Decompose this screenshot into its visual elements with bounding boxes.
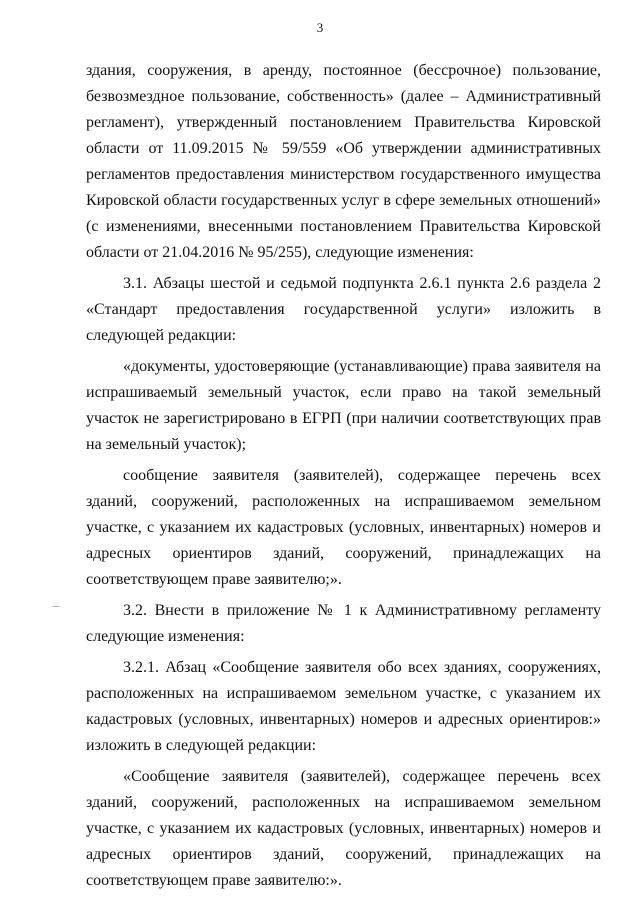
paragraph-3-2: 3.2. Внести в приложение № 1 к Административному регламенту следующие изменения: <box>86 602 601 645</box>
page-number: 3 <box>316 20 324 35</box>
paragraph-regulation-reference: здания, сооружения, в аренду, постоянное (бессрочное) пользование, безвозмездное пользование, собственность» (далее – Административный регламент), утвержденный постановлением Правительства Кировской области от 11.09.2015 № 59/559 «Об утверждении административных регламентов предоставления министерством государственного имущества Кировской области государственных услуг в сфере земельных отношений» (с изменениями, внесенными постановлением Правительства Кировской области от 21.04.2016 № 95/255), следующие изменения: <box>86 62 601 261</box>
paragraph-applicant-message: сообщение заявителя (заявителей), содержащее перечень всех зданий, сооружений, расположенных на испрашиваемом земельном участке, с указанием их кадастровых (условных, инвентарных) номеров и адресных ориентиров зданий, сооружений, принадлежащих на соответствующем праве заявителю;». <box>86 467 601 588</box>
paragraph-3-1: 3.1. Абзацы шестой и седьмой подпункта 2.6.1 пункта 2.6 раздела 2 «Стандарт предоставления государственной услуги» изложить в следующей редакции: <box>86 275 601 344</box>
margin-mark <box>52 606 60 607</box>
paragraph-new-wording: «Сообщение заявителя (заявителей), содержащее перечень всех зданий, сооружений, расположенных на испрашиваемом земельном участке, с указанием их кадастровых (условных, инвентарных) номеров и адресных ориентиров зданий, сооружений, принадлежащих на соответствующем праве заявителю:». <box>86 768 601 889</box>
paragraph-documents-quote: «документы, удостоверяющие (устанавливающие) права заявителя на испрашиваемый земельный участок, если право на такой земельный участок не зарегистрировано в ЕГРП (при наличии соответствующих прав на земельный участок); <box>86 358 601 453</box>
paragraph-3-2-1: 3.2.1. Абзац «Сообщение заявителя обо всех зданиях, сооружениях, расположенных на испрашиваемом земельном участке, с указанием их кадастровых (условных, инвентарных) номеров и адресных ориентиров:» изложить в следующей редакции: <box>86 659 601 754</box>
document-body <box>86 58 601 894</box>
